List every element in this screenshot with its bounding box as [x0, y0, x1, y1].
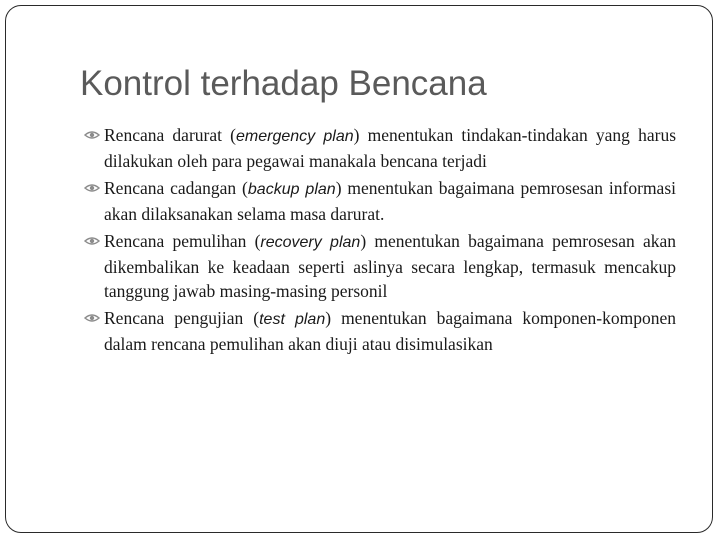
bullet-item-backup-plan: [84, 176, 676, 226]
bullet-term: recovery plan: [260, 234, 361, 251]
eye-bullet-icon: [84, 313, 100, 323]
bullet-text-before: Rencana pemulihan (: [104, 231, 261, 251]
bullet-text-before: Rencana cadangan (: [104, 178, 248, 198]
bullet-text-before: Rencana darurat (: [104, 125, 236, 145]
bullet-text-after: ) menentukan bagaimana pemrosesan informasi akan dilaksanakan selama masa darurat.: [104, 178, 676, 224]
bullet-list: [84, 123, 676, 359]
eye-bullet-icon: [84, 236, 100, 246]
bullet-term: test plan: [259, 311, 326, 328]
slide-title: Kontrol terhadap Bencana: [80, 64, 487, 103]
bullet-term: emergency plan: [236, 128, 354, 145]
bullet-item-test-plan: [84, 306, 676, 356]
bullet-text-after: ) menentukan bagaimana komponen-komponen dalam rencana pemulihan akan diuji atau disimulasikan: [104, 308, 677, 354]
bullet-item-emergency-plan: [84, 123, 676, 173]
bullet-item-recovery-plan: [84, 229, 676, 303]
eye-bullet-icon: [84, 183, 100, 193]
bullet-term: backup plan: [247, 181, 336, 198]
eye-bullet-icon: [84, 130, 100, 140]
bullet-text-before: Rencana pengujian (: [104, 308, 260, 328]
bullet-text-after: ) menentukan tindakan-tindakan yang harus dilakukan oleh para pegawai manakala bencana terjadi: [104, 125, 677, 171]
slide-frame: [5, 5, 713, 533]
bullet-text-after: ) menentukan bagaimana pemrosesan akan dikembalikan ke keadaan seperti aslinya secara lengkap, termasuk mencakup tanggung jawab masing-masing personil: [104, 231, 677, 301]
